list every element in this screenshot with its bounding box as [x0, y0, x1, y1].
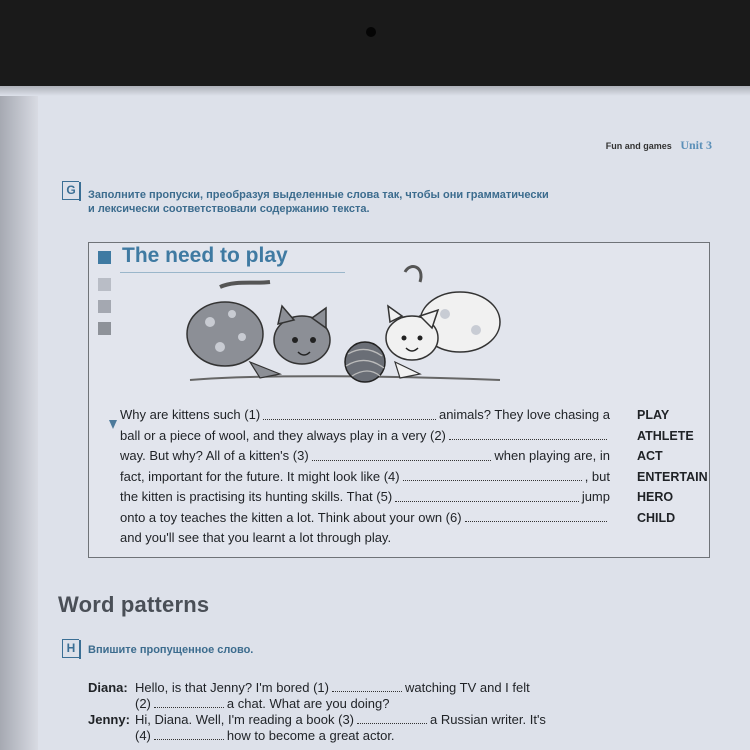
- blank-3[interactable]: [312, 446, 492, 461]
- arrow-marker-icon: [109, 420, 117, 429]
- key-word-5: HERO: [637, 490, 674, 504]
- exercise-g-instruction: [88, 188, 549, 216]
- blank-5[interactable]: [395, 487, 579, 502]
- section-title-word-patterns: Word patterns: [58, 592, 210, 617]
- key-word-2: ATHLETE: [637, 428, 694, 443]
- key-word-6: CHILD: [637, 510, 676, 525]
- title-square-icon: [98, 251, 111, 264]
- dialog-blank-1[interactable]: [332, 681, 402, 692]
- speaker-label: Diana:: [88, 680, 128, 695]
- passage-line-1: Why are kittens such (1) animals? They love chasing a: [120, 407, 610, 422]
- exercise-h-instruction: Впишите пропущенное слово.: [88, 644, 254, 656]
- key-word-1: PLAY: [637, 408, 670, 422]
- dialog-line-2: (2) a chat. What are you doing?: [135, 696, 390, 711]
- instruction-line-2: и лексически соответствовали содержанию текста.: [88, 203, 370, 215]
- header-section: Fun and games: [605, 141, 672, 151]
- dialog-line-3: Jenny: Hi, Diana. Well, I'm reading a book (3) a Russian writer. It's: [88, 712, 546, 727]
- passage-title: The need to play: [122, 244, 288, 267]
- passage-line-6: onto a toy teaches the kitten a lot. Think about your own (6): [120, 508, 610, 529]
- passage-line-4: fact, important for the future. It might look like (4) , but: [120, 468, 610, 484]
- dialog-blank-2[interactable]: [154, 697, 224, 708]
- passage-text: [120, 405, 610, 549]
- kittens-illustration: [180, 262, 510, 392]
- passage-line-5: the kitten is practising its hunting skills. That (5) jump: [120, 489, 610, 504]
- exercise-badge-h: H: [62, 639, 79, 658]
- page-gutter-shadow: [0, 86, 38, 750]
- blank-4[interactable]: [403, 467, 582, 482]
- dialog-line-4: (4) how to become a great actor.: [135, 728, 395, 743]
- running-header: [606, 138, 712, 153]
- speaker-label: Jenny:: [88, 712, 130, 727]
- side-square-icon-2: [98, 300, 111, 313]
- camera-dot: [366, 27, 376, 37]
- dialog-blank-3[interactable]: [357, 713, 427, 724]
- dialog-text: [88, 680, 546, 744]
- passage-line-2: ball or a piece of wool, and they always play in a very (2): [120, 426, 610, 447]
- header-unit: Unit 3: [680, 138, 712, 152]
- side-square-icon-3: [98, 322, 111, 335]
- key-words-list: [637, 405, 708, 528]
- exercise-badge-g: G: [62, 181, 79, 200]
- dialog-line-1: Diana: Hello, is that Jenny? I'm bored (1) watching TV and I felt: [88, 680, 530, 695]
- passage-line-7: and you'll see that you learnt a lot through play.: [120, 530, 392, 545]
- key-word-3: ACT: [637, 449, 663, 463]
- blank-6[interactable]: [465, 508, 607, 523]
- key-word-4: ENTERTAIN: [637, 469, 708, 484]
- passage-line-3: way. But why? All of a kitten's (3) when playing are, in: [120, 448, 610, 463]
- blank-1[interactable]: [263, 405, 436, 420]
- dialog-blank-4[interactable]: [154, 729, 224, 740]
- side-square-icon-1: [98, 278, 111, 291]
- page-top-shadow: [0, 86, 750, 96]
- instruction-line-1: Заполните пропуски, преобразуя выделенные слова так, чтобы они грамматически: [88, 189, 549, 201]
- blank-2[interactable]: [449, 426, 607, 441]
